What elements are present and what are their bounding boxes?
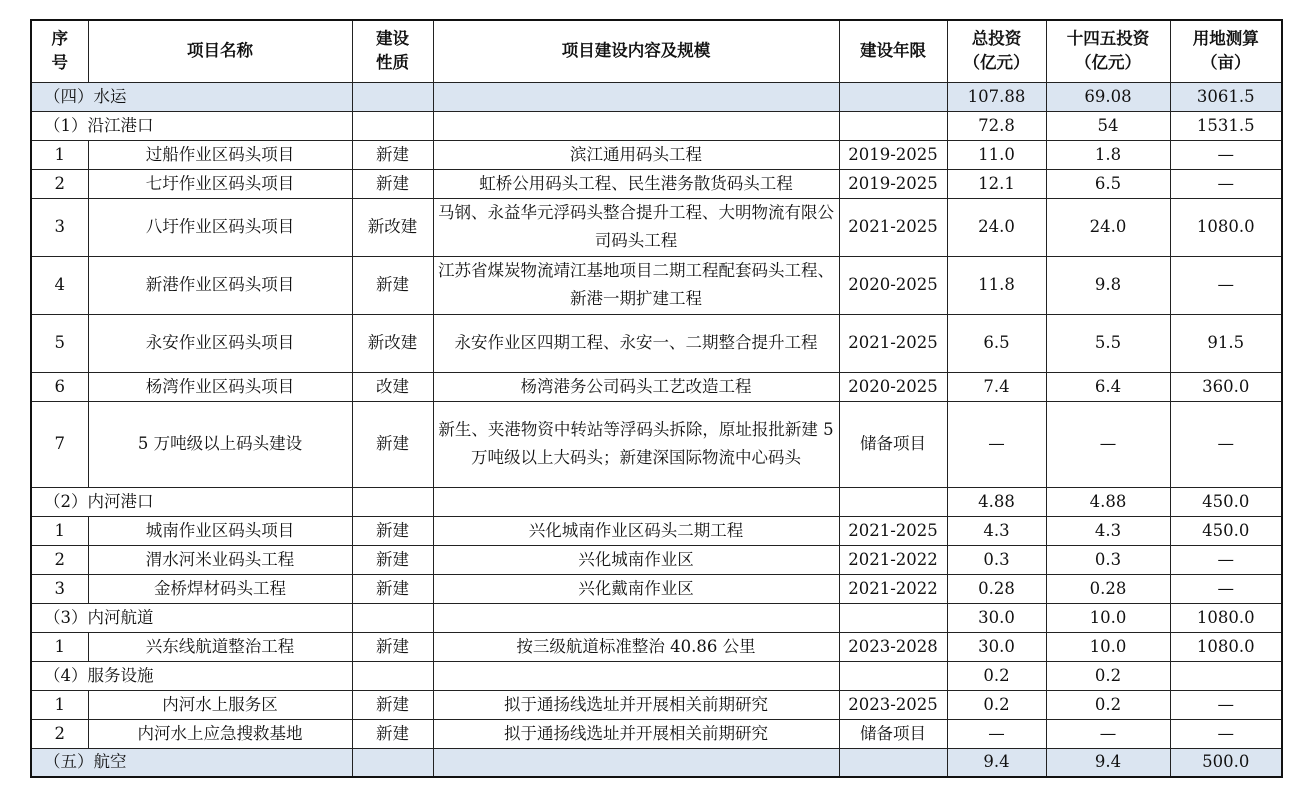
header-cell [1046, 20, 1170, 82]
empty-cell [839, 82, 947, 111]
table-row [31, 169, 1282, 198]
category-row [31, 748, 1282, 777]
table-row [31, 632, 1282, 661]
plan-investment: 69.08 [1046, 82, 1170, 111]
construction-years: 2019-2025 [839, 169, 947, 198]
empty-cell [839, 111, 947, 140]
land-estimate [1170, 661, 1282, 690]
construction-nature: 新建 [352, 632, 433, 661]
header-label: 总投资 [971, 29, 1022, 49]
header-label: 项目建设内容及规模 [561, 41, 711, 61]
header-cell [352, 20, 433, 82]
total-investment: 12.1 [947, 169, 1046, 198]
table-row [31, 516, 1282, 545]
row-number: 3 [31, 198, 88, 256]
header-cell [31, 20, 88, 82]
construction-years: 储备项目 [839, 719, 947, 748]
total-investment: — [947, 401, 1046, 487]
category-row [31, 82, 1282, 111]
total-investment: 0.3 [947, 545, 1046, 574]
total-investment: 72.8 [947, 111, 1046, 140]
row-number: 2 [31, 719, 88, 748]
row-number: 6 [31, 372, 88, 401]
construction-years: 2019-2025 [839, 140, 947, 169]
total-investment: 4.3 [947, 516, 1046, 545]
plan-investment: 9.4 [1046, 748, 1170, 777]
total-investment: 4.88 [947, 487, 1046, 516]
section-name: （3）内河航道 [31, 603, 352, 632]
row-number: 2 [31, 169, 88, 198]
total-investment: 0.2 [947, 661, 1046, 690]
construction-years: 2021-2022 [839, 545, 947, 574]
row-number: 4 [31, 256, 88, 314]
section-row [31, 661, 1282, 690]
total-investment: 9.4 [947, 748, 1046, 777]
construction-years: 2021-2025 [839, 198, 947, 256]
project-name: 内河水上服务区 [88, 690, 352, 719]
table-row [31, 314, 1282, 372]
total-investment: 107.88 [947, 82, 1046, 111]
header-cell [839, 20, 947, 82]
row-number: 1 [31, 140, 88, 169]
empty-cell [433, 603, 839, 632]
empty-cell [352, 748, 433, 777]
section-row [31, 487, 1282, 516]
total-investment: 24.0 [947, 198, 1046, 256]
total-investment: 30.0 [947, 632, 1046, 661]
plan-investment: 9.8 [1046, 256, 1170, 314]
total-investment: — [947, 719, 1046, 748]
construction-nature: 新建 [352, 516, 433, 545]
section-name: （1）沿江港口 [31, 111, 352, 140]
table-row [31, 372, 1282, 401]
project-name: 城南作业区码头项目 [88, 516, 352, 545]
project-name: 渭水河米业码头工程 [88, 545, 352, 574]
land-estimate: 500.0 [1170, 748, 1282, 777]
table-row [31, 690, 1282, 719]
header-label-line2: 号 [51, 53, 68, 73]
land-estimate: 360.0 [1170, 372, 1282, 401]
empty-cell [433, 661, 839, 690]
header-cell [88, 20, 352, 82]
header-row [31, 20, 1282, 82]
land-estimate: — [1170, 169, 1282, 198]
total-investment: 11.8 [947, 256, 1046, 314]
header-label: 建设 [376, 29, 409, 49]
land-estimate: 1080.0 [1170, 632, 1282, 661]
project-content: 按三级航道标准整治 40.86 公里 [433, 632, 839, 661]
row-number: 1 [31, 690, 88, 719]
land-estimate: — [1170, 690, 1282, 719]
section-name: （四）水运 [31, 82, 352, 111]
plan-investment: 10.0 [1046, 632, 1170, 661]
empty-cell [433, 82, 839, 111]
construction-years: 2020-2025 [839, 372, 947, 401]
table-body [31, 82, 1282, 777]
construction-years: 储备项目 [839, 401, 947, 487]
construction-nature: 新建 [352, 256, 433, 314]
construction-years: 2020-2025 [839, 256, 947, 314]
construction-nature: 新建 [352, 719, 433, 748]
land-estimate: 91.5 [1170, 314, 1282, 372]
construction-years: 2023-2028 [839, 632, 947, 661]
project-content: 江苏省煤炭物流靖江基地项目二期工程配套码头工程、新港一期扩建工程 [433, 256, 839, 314]
empty-cell [433, 487, 839, 516]
project-content: 兴化城南作业区 [433, 545, 839, 574]
header-label: 用地测算 [1192, 29, 1259, 49]
table-row [31, 140, 1282, 169]
project-content: 杨湾港务公司码头工艺改造工程 [433, 372, 839, 401]
project-name: 过船作业区码头项目 [88, 140, 352, 169]
land-estimate: 450.0 [1170, 516, 1282, 545]
plan-investment: 10.0 [1046, 603, 1170, 632]
section-name: （4）服务设施 [31, 661, 352, 690]
row-number: 7 [31, 401, 88, 487]
land-estimate: — [1170, 256, 1282, 314]
header-label: 十四五投资 [1066, 29, 1150, 49]
construction-nature: 新建 [352, 140, 433, 169]
table-row [31, 574, 1282, 603]
project-name: 永安作业区码头项目 [88, 314, 352, 372]
table-row [31, 545, 1282, 574]
project-content: 兴化城南作业区码头二期工程 [433, 516, 839, 545]
plan-investment: 0.28 [1046, 574, 1170, 603]
row-number: 5 [31, 314, 88, 372]
section-name: （五）航空 [31, 748, 352, 777]
construction-nature: 新建 [352, 690, 433, 719]
row-number: 1 [31, 632, 88, 661]
construction-nature: 新改建 [352, 314, 433, 372]
plan-investment: 1.8 [1046, 140, 1170, 169]
construction-years: 2021-2022 [839, 574, 947, 603]
total-investment: 30.0 [947, 603, 1046, 632]
header-label: 项目名称 [187, 41, 253, 61]
construction-nature: 新建 [352, 169, 433, 198]
empty-cell [352, 82, 433, 111]
project-name: 内河水上应急搜救基地 [88, 719, 352, 748]
land-estimate: 450.0 [1170, 487, 1282, 516]
plan-investment: 6.4 [1046, 372, 1170, 401]
table-row [31, 256, 1282, 314]
empty-cell [433, 111, 839, 140]
table-row [31, 198, 1282, 256]
header-label: 序 [51, 29, 68, 49]
construction-years: 2021-2025 [839, 516, 947, 545]
plan-investment: 4.3 [1046, 516, 1170, 545]
construction-years: 2021-2025 [839, 314, 947, 372]
project-content: 虹桥公用码头工程、民生港务散货码头工程 [433, 169, 839, 198]
empty-cell [839, 603, 947, 632]
empty-cell [839, 487, 947, 516]
project-name: 杨湾作业区码头项目 [88, 372, 352, 401]
empty-cell [352, 111, 433, 140]
section-row [31, 111, 1282, 140]
empty-cell [839, 661, 947, 690]
total-investment: 7.4 [947, 372, 1046, 401]
row-number: 1 [31, 516, 88, 545]
plan-investment: 0.3 [1046, 545, 1170, 574]
plan-investment: 0.2 [1046, 661, 1170, 690]
construction-nature: 新建 [352, 401, 433, 487]
header-cell [1170, 20, 1282, 82]
total-investment: 6.5 [947, 314, 1046, 372]
land-estimate: — [1170, 140, 1282, 169]
project-name: 新港作业区码头项目 [88, 256, 352, 314]
project-content: 新生、夹港物资中转站等浮码头拆除，原址报批新建 5 万吨级以上大码头；新建深国际物流中心码头 [433, 401, 839, 487]
empty-cell [352, 487, 433, 516]
header-label-line2: （亿元） [1075, 53, 1141, 73]
construction-nature: 新改建 [352, 198, 433, 256]
plan-investment: — [1046, 401, 1170, 487]
plan-investment: 24.0 [1046, 198, 1170, 256]
land-estimate: — [1170, 401, 1282, 487]
land-estimate: — [1170, 545, 1282, 574]
plan-investment: 4.88 [1046, 487, 1170, 516]
empty-cell [839, 748, 947, 777]
project-name: 5 万吨级以上码头建设 [88, 401, 352, 487]
construction-nature: 新建 [352, 574, 433, 603]
land-estimate: 1080.0 [1170, 198, 1282, 256]
header-label-line2: （亿元） [963, 53, 1030, 73]
project-name: 兴东线航道整治工程 [88, 632, 352, 661]
project-content: 拟于通扬线选址并开展相关前期研究 [433, 719, 839, 748]
plan-investment: 5.5 [1046, 314, 1170, 372]
land-estimate: — [1170, 574, 1282, 603]
project-content: 拟于通扬线选址并开展相关前期研究 [433, 690, 839, 719]
project-content: 滨江通用码头工程 [433, 140, 839, 169]
row-number: 3 [31, 574, 88, 603]
row-number: 2 [31, 545, 88, 574]
plan-investment: 0.2 [1046, 690, 1170, 719]
project-name: 八圩作业区码头项目 [88, 198, 352, 256]
total-investment: 0.2 [947, 690, 1046, 719]
land-estimate: — [1170, 719, 1282, 748]
header-label: 建设年限 [860, 41, 926, 61]
construction-years: 2023-2025 [839, 690, 947, 719]
table-row [31, 401, 1282, 487]
header-label-line2: （亩） [1201, 53, 1251, 73]
plan-investment: 54 [1046, 111, 1170, 140]
construction-nature: 改建 [352, 372, 433, 401]
header-label-line2: 性质 [376, 53, 409, 73]
header-cell [947, 20, 1046, 82]
empty-cell [352, 603, 433, 632]
project-content: 兴化戴南作业区 [433, 574, 839, 603]
empty-cell [433, 748, 839, 777]
land-estimate: 1531.5 [1170, 111, 1282, 140]
project-content: 永安作业区四期工程、永安一、二期整合提升工程 [433, 314, 839, 372]
total-investment: 11.0 [947, 140, 1046, 169]
table-container [30, 19, 1283, 778]
total-investment: 0.28 [947, 574, 1046, 603]
project-table [30, 19, 1283, 778]
header-cell [433, 20, 839, 82]
project-name: 金桥焊材码头工程 [88, 574, 352, 603]
table-row [31, 719, 1282, 748]
plan-investment: 6.5 [1046, 169, 1170, 198]
land-estimate: 1080.0 [1170, 603, 1282, 632]
section-row [31, 603, 1282, 632]
land-estimate: 3061.5 [1170, 82, 1282, 111]
project-content: 马钢、永益华元浮码头整合提升工程、大明物流有限公司码头工程 [433, 198, 839, 256]
empty-cell [352, 661, 433, 690]
section-name: （2）内河港口 [31, 487, 352, 516]
construction-nature: 新建 [352, 545, 433, 574]
project-name: 七圩作业区码头项目 [88, 169, 352, 198]
plan-investment: — [1046, 719, 1170, 748]
